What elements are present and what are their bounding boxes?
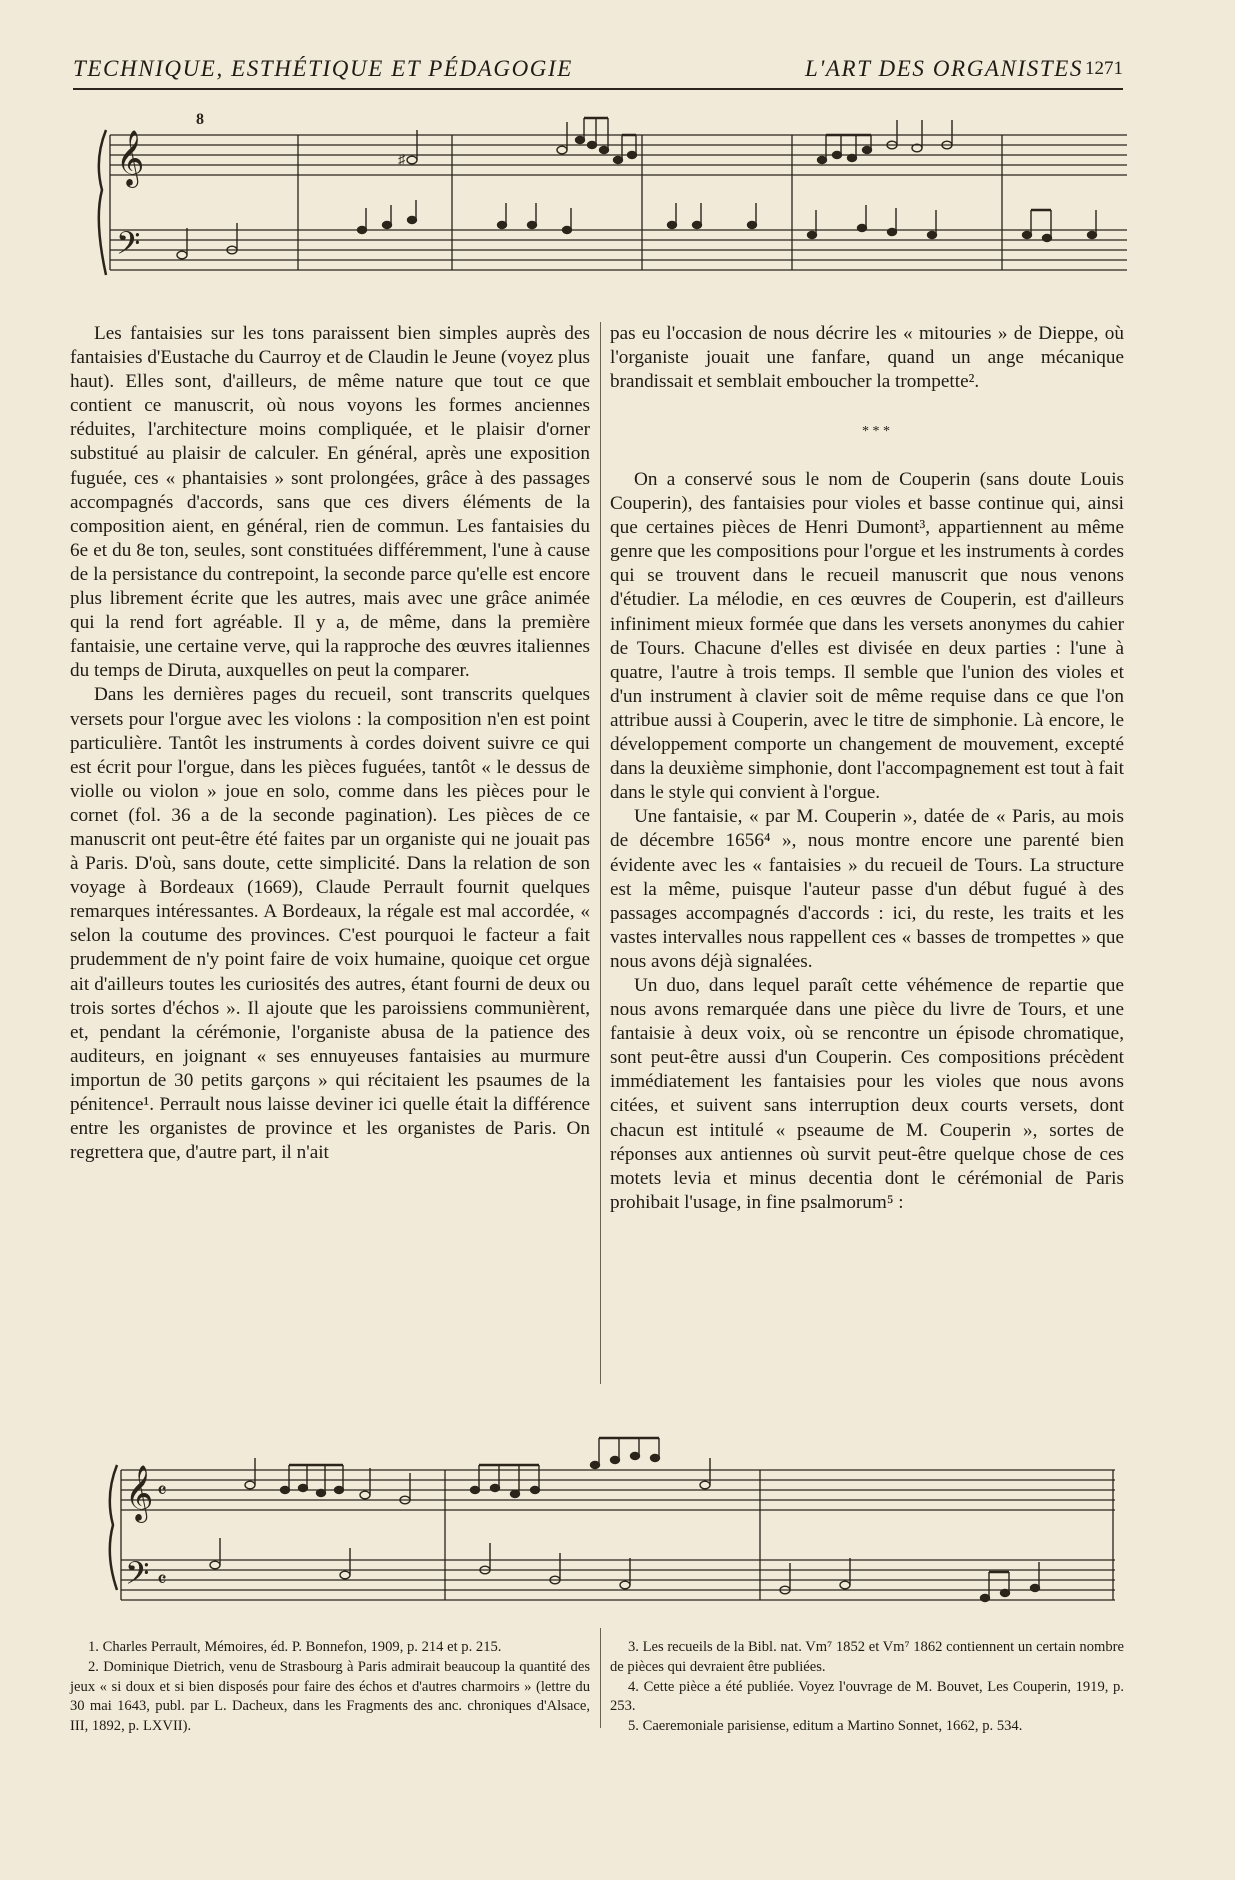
svg-text:𝄢: 𝄢 (125, 1555, 150, 1599)
svg-text:𝄢: 𝄢 (116, 225, 141, 269)
footnote: 3. Les recueils de la Bibl. nat. Vm⁷ 1852 et Vm⁷ 1862 contiennent un certain nombre de pièces qui devraient être publiées. (610, 1639, 1124, 1675)
column-divider (600, 322, 601, 1384)
svg-text:𝄴: 𝄴 (157, 1568, 167, 1593)
svg-text:𝄴: 𝄴 (157, 1479, 167, 1504)
footnote: 2. Dominique Dietrich, venu de Strasbourg à Paris admirait beaucoup la quantité des jeux « si doux et si bien disposés pour faire des échos et d'autres charmoirs » (lettre du 30 mai 1643, publ. par L. Dacheux, dans les Fragments des anc. chroniques d'Alsace, III, 1892, p. LXVII). (70, 1658, 590, 1735)
page-number: 1271 (1085, 58, 1123, 79)
svg-text:𝄞: 𝄞 (125, 1465, 154, 1521)
music-score-bottom (105, 1390, 1115, 1615)
svg-text:♯: ♯ (398, 153, 405, 168)
header-book-title: L'ART DES ORGANISTES (804, 56, 1083, 81)
footnotes-right (610, 1638, 1124, 1737)
paragraph: pas eu l'occasion de nous décrire les « mitouries » de Dieppe, où l'organiste jouait une fanfare, quand un ange mécanique brandissait et semblait emboucher la trompette². (610, 323, 1124, 393)
paragraph: Un duo, dans lequel paraît cette véhémence de repartie que nous avons remarquée dans une pièce du livre de Tours, et une fantaisie à deux voix, où se rencontre un épisode chromatique, sont peut-être aussi d'un Couperin. Ces compositions précèdent immédiatement les fantaisies pour les violes que nous avons citées, et suivent sans interruption deux courts versets, dont chacun est intitulé « pseaume de M. Couperin », sortes de réponses aux antiennes où survit peut-être quelque chose de ces motets levia et minus decentia dont le cérémonial de Paris prohibait l'usage, in fine psalmorum⁵ : (610, 974, 1124, 1213)
paragraph: On a conservé sous le nom de Couperin (sans doute Louis Couperin), des fantaisies pour violes et basse continue qui, ainsi que certaines pièces de Henri Dumont³, appartiennent au même genre que les compositions pour l'orgue et les instruments à cordes qui se trouvent dans le recueil manuscrit que nous venons d'étudier. La mélodie, en ces œuvres de Couperin, est d'ailleurs infiniment mieux formée que dans les versets anonymes du cahier de Tours. Chacune d'elles est divisée en deux parties : l'une à quatre, l'autre à trois temps. Il semble que l'union des violes et d'un instrument à clavier soit de même requise dans ce que l'on attribue aussi à Couperin, avec le titre de simphonie. Là encore, le développement comporte un changement de mouvement, excepté dans la deuxième simphonie, dont l'accompagnement est tout à fait dans le style qui convient à l'orgue. (610, 469, 1124, 804)
left-text-column (70, 322, 590, 1165)
section-separator: * * * (862, 424, 890, 439)
music-score-top (92, 100, 1127, 290)
right-text-column-top (610, 322, 1124, 394)
footnotes-left (70, 1638, 590, 1737)
header-section-title: TECHNIQUE, ESTHÉTIQUE ET PÉDAGOGIE (73, 56, 573, 81)
music-score-bottom-svg (105, 1390, 1115, 1615)
paragraph: Dans les dernières pages du recueil, sont transcrits quelques versets pour l'orgue avec les violons : la composition n'en est point particulière. Tantôt les instruments à cordes doivent suivre ce qui est écrit pour l'orgue, dans les pièces fuguées, tantôt « le dessus de violle ou violon » joue en solo, comme dans les pièces pour le cornet (fol. 36 a de la seconde pagination). Les pièces de ce manuscrit ont peut-être été faites par un organiste qui ne jouait pas à Paris. D'où, sans doute, cette simplicité. Dans la relation de son voyage à Bordeaux (1669), Claude Perrault fournit quelques remarques intéressantes. A Bordeaux, la régale est mal accordée, « selon la coutume des provinces. C'est pourquoi le facteur a fait prudemment de n'y point faire de voix humaine, quoique cet orgue ait d'ailleurs toutes les curiosités des autres, étant fourni de deux ou trois sortes d'échos ». Il ajoute que les paroissiens communièrent, et, pendant la cérémonie, l'organiste abusa de la patience des auditeurs, en joignant « ses ennuyeuses fantaisies au murmure importun de 30 petits garçons » qui récitaient les psaumes de la pénitence¹. Perrault nous laisse deviner ici quelle était la différence entre les organistes de province et les organistes de Paris. On regrettera que, d'autre part, il n'ait (70, 684, 590, 1164)
footnote: 5. Caeremoniale parisiense, editum a Martino Sonnet, 1662, p. 534. (628, 1718, 1023, 1735)
svg-text:𝄞: 𝄞 (116, 130, 145, 186)
right-text-column (610, 468, 1124, 1215)
running-header (73, 56, 1123, 86)
footnote-divider (600, 1628, 601, 1728)
music-score-top-svg (92, 100, 1127, 290)
score-mark: 8 (196, 111, 204, 128)
paragraph: Une fantaisie, « par M. Couperin », datée de « Paris, au mois de décembre 1656⁴ », nous montre encore une parenté bien évidente avec les « fantaisies » du recueil de Tours. La structure est la même, puisque l'auteur passe d'un début fugué à des passages accompagnés d'accords : ici, du reste, les traits et les vastes intervalles nous rappellent ces « basses de trompettes » que nous avons déjà signalées. (610, 806, 1124, 972)
paragraph: Les fantaisies sur les tons paraissent bien simples auprès des fantaisies d'Eustache du Caurroy et de Claudin le Jeune (voyez plus haut). Elles sont, d'ailleurs, de même nature que tout ce que contient ce manuscrit, où nous voyons les formes anciennes réduites, l'architecture moins compliquée, et le plaisir d'orner substitué au plaisir de calculer. En général, après une exposition fuguée, ces « phantaisies » sont prolongées, grâce à des passages accompagnés d'accords, sans que ces divers éléments de la composition aient, en général, rien de commun. Les fantaisies du 6e et du 8e ton, seules, sont constituées différemment, l'une à cause de la persistance du contrepoint, la seconde parce qu'elle est encore plus librement écrite que les autres, mais avec une grâce animée qui la rend fort agréable. Il y a, de même, dans la première fantaisie, une certaine verve, qui la rapproche des œuvres italiennes du temps de Diruta, auxquelles on peut la comparer. (70, 323, 590, 682)
header-rule (73, 88, 1123, 90)
footnote: 1. Charles Perrault, Mémoires, éd. P. Bonnefon, 1909, p. 214 et p. 215. (88, 1639, 502, 1655)
footnote: 4. Cette pièce a été publiée. Voyez l'ouvrage de M. Bouvet, Les Couperin, 1919, p. 253. (610, 1678, 1124, 1715)
